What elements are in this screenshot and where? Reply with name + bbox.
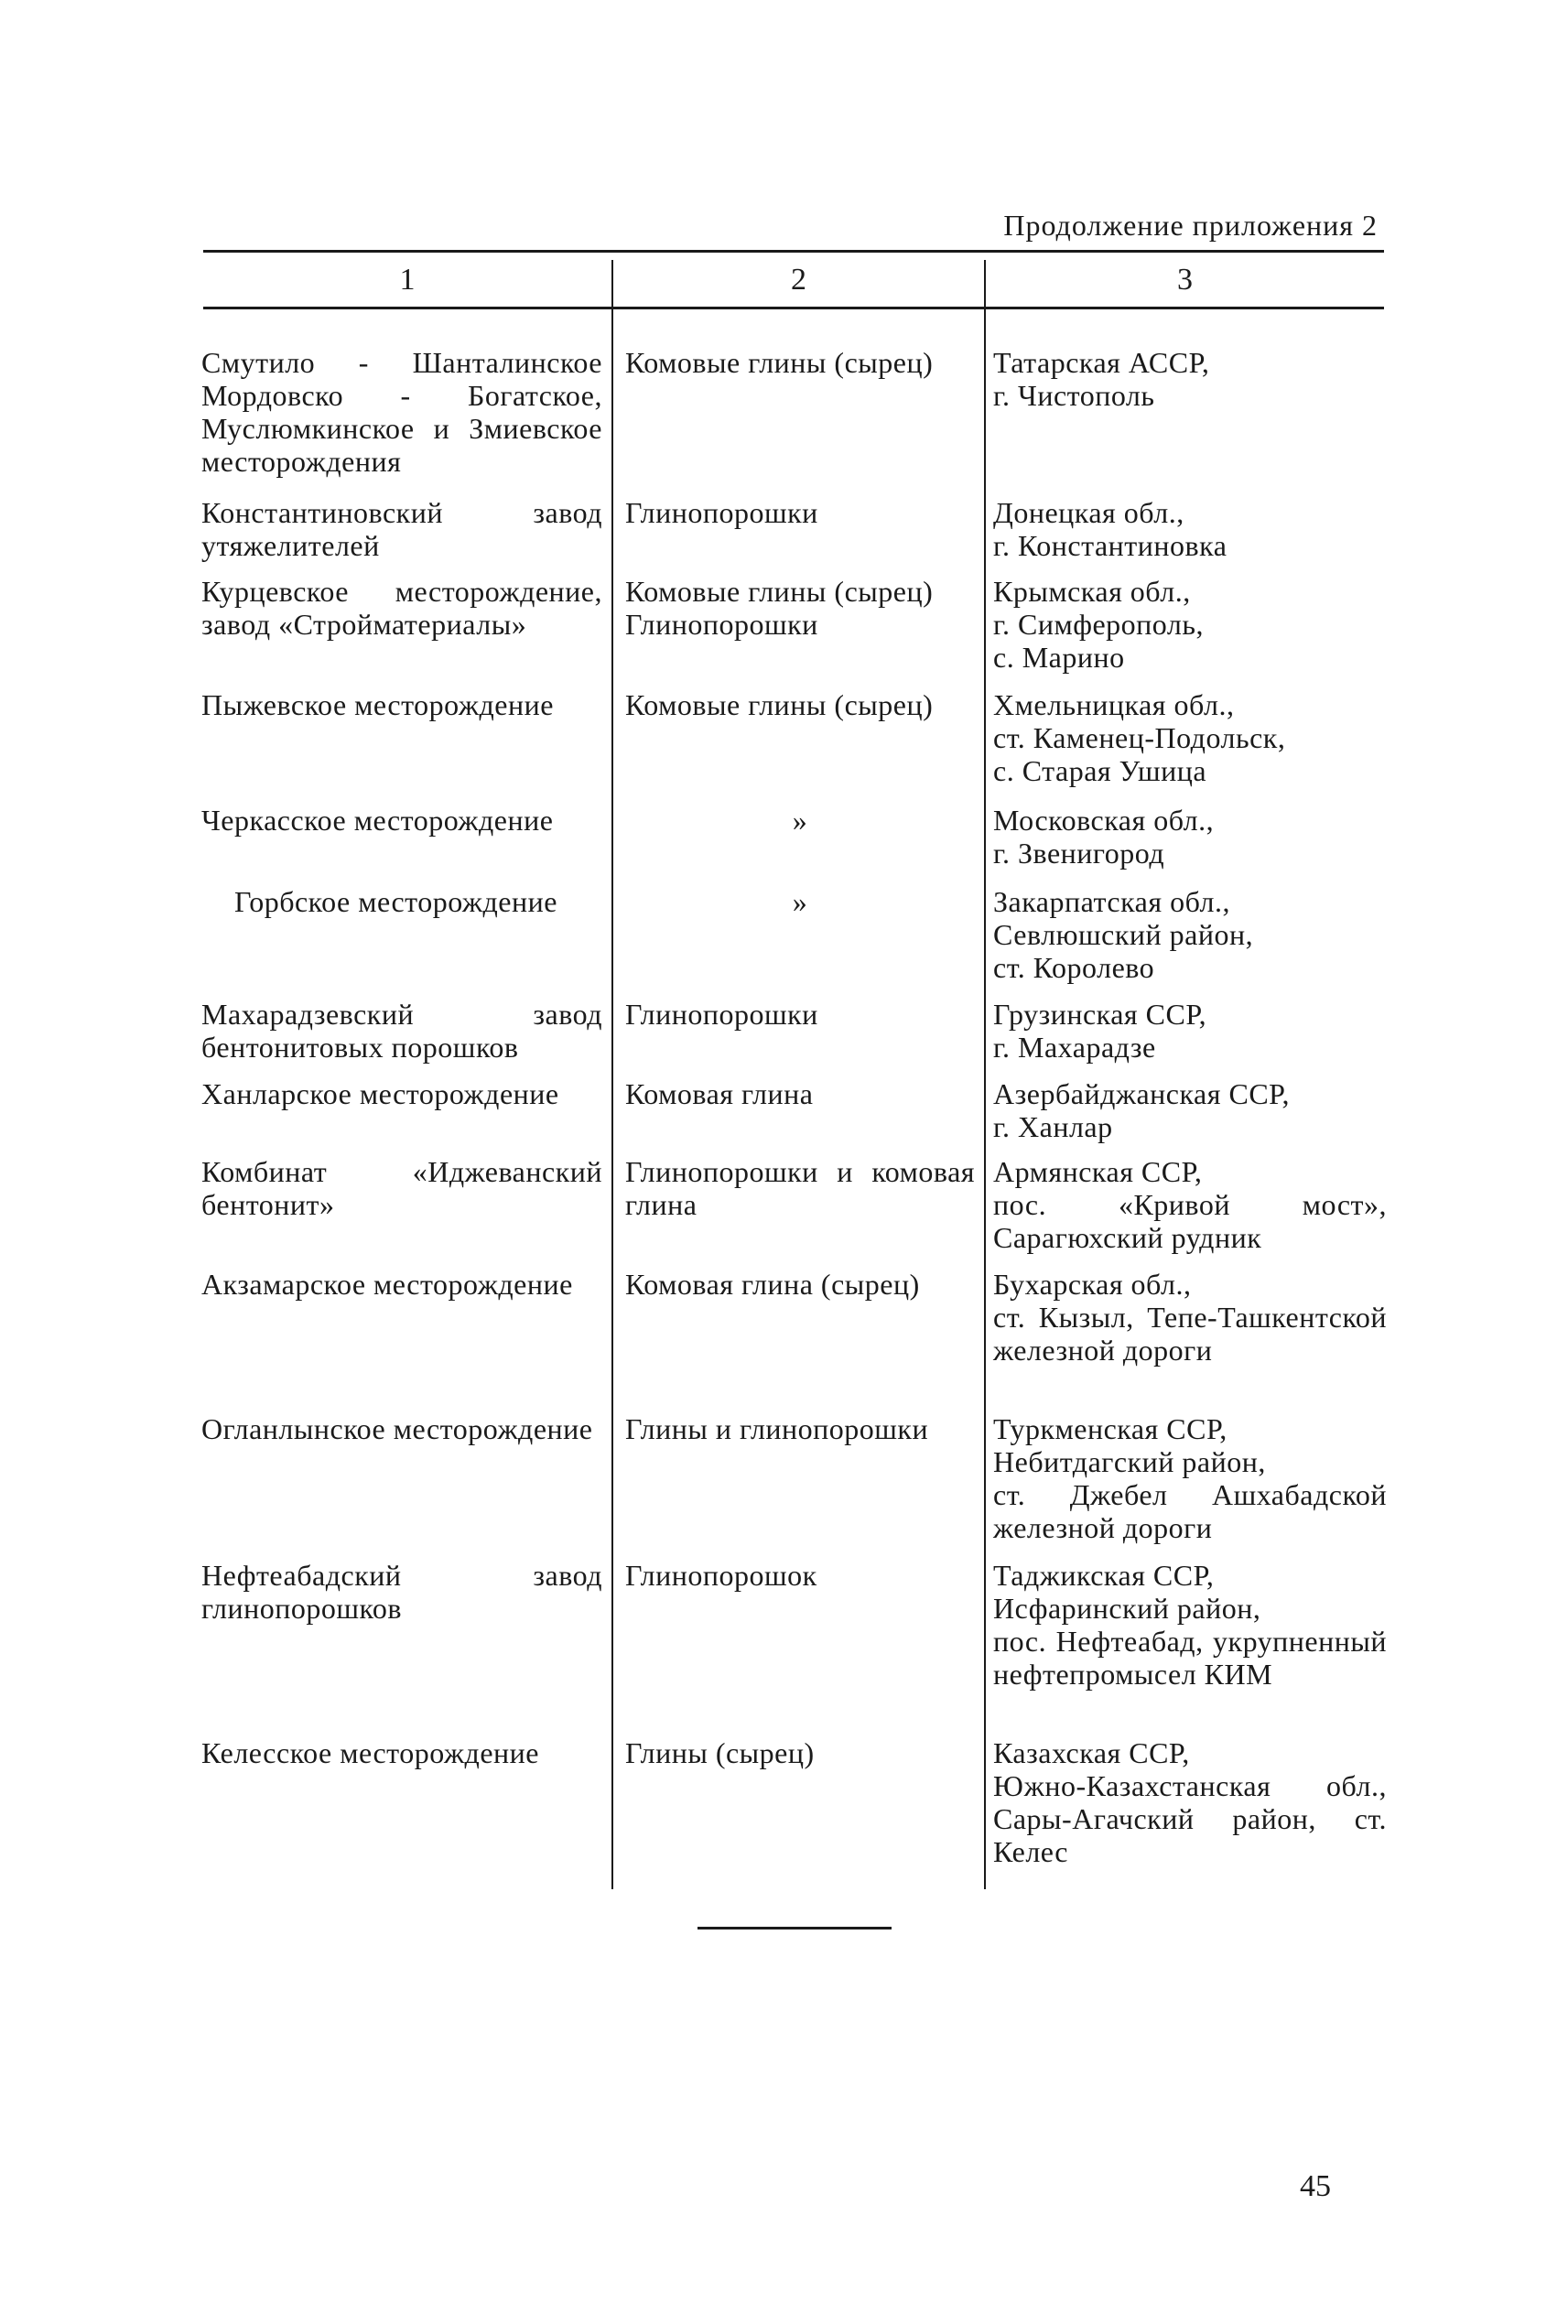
product-cell: Комовые глины (сырец) [625,688,934,721]
table-top-rule [203,250,1384,253]
product-cell: Глины и глинопорошки [625,1412,929,1445]
place-cell: Огланлынское месторождение [201,1412,593,1445]
location-cell: Закарпатская обл., Севлюшский район, ст. Королево [993,885,1254,984]
product-cell: Глинопорошки и комовая глина [625,1155,975,1221]
place-cell: Махарадзевский завод бентонитовых порошков [201,998,602,1064]
location-cell: Армянская ССР, пос. «Кривой мост», Сарагюхский рудник [993,1155,1387,1254]
product-cell: Комовая глина (сырец) [625,1268,920,1301]
product-cell: Комовые глины (сырец) Глинопорошки [625,575,934,641]
place-cell: Акзамарское месторождение [201,1268,573,1301]
place-cell: Комбинат «Иджеванский бентонит» [201,1155,602,1221]
product-cell: Комовая глина [625,1077,814,1110]
table-caption: Продолжение приложения 2 [1003,209,1378,242]
product-cell: » [792,885,808,918]
place-cell: Горбское месторождение [234,885,557,918]
location-cell: Донецкая обл., г. Константиновка [993,496,1227,562]
location-cell: Хмельницкая обл., ст. Каменец-Подольск, с. Старая Ушица [993,688,1286,787]
column-header-1: 1 [399,263,416,297]
place-cell: Нефтеабадский завод глинопорошков [201,1559,602,1625]
product-cell: Глинопорошки [625,998,818,1031]
product-cell: Глинопорошки [625,496,818,529]
location-cell: Бухарская обл., ст. Кызыл, Тепе-Ташкентской железной дороги [993,1268,1387,1367]
column-divider-2 [984,260,986,1889]
location-cell: Азербайджанская ССР, г. Ханлар [993,1077,1290,1143]
location-cell: Казахская ССР, Южно-Казахстанская обл., Сары-Агачский район, ст. Келес [993,1736,1387,1868]
column-header-3: 3 [1177,263,1193,297]
column-divider-1 [611,260,613,1889]
product-cell: Комовые глины (сырец) [625,346,934,379]
product-cell: Глинопорошок [625,1559,817,1592]
place-cell: Смутило - Шанталинское Мордовско - Богатское, Муслюмкинское и Змиевское месторождения [201,346,602,478]
location-cell: Туркменская ССР, Небитдагский район, ст. Джебел Ашхабадской железной дороги [993,1412,1387,1544]
place-cell: Келесское месторождение [201,1736,539,1769]
place-cell: Константиновский завод утяжелителей [201,496,602,562]
place-cell: Пыжевское месторождение [201,688,554,721]
place-cell: Курцевское месторождение, завод «Стройматериалы» [201,575,602,641]
end-rule [697,1927,892,1929]
table-header-rule [203,307,1384,309]
location-cell: Грузинская ССР, г. Махарадзе [993,998,1207,1064]
product-cell: » [792,804,808,837]
location-cell: Крымская обл., г. Симферополь, с. Марино [993,575,1204,674]
product-cell: Глины (сырец) [625,1736,815,1769]
location-cell: Татарская АССР, г. Чистополь [993,346,1210,412]
column-header-2: 2 [791,263,806,297]
location-cell: Московская обл., г. Звенигород [993,804,1215,870]
page-number: 45 [1300,2169,1331,2203]
location-cell: Таджикская ССР, Исфаринский район, пос. Нефтеабад, укрупненный нефтепромысел КИМ [993,1559,1387,1691]
place-cell: Ханларское месторождение [201,1077,559,1110]
place-cell: Черкасское месторождение [201,804,554,837]
